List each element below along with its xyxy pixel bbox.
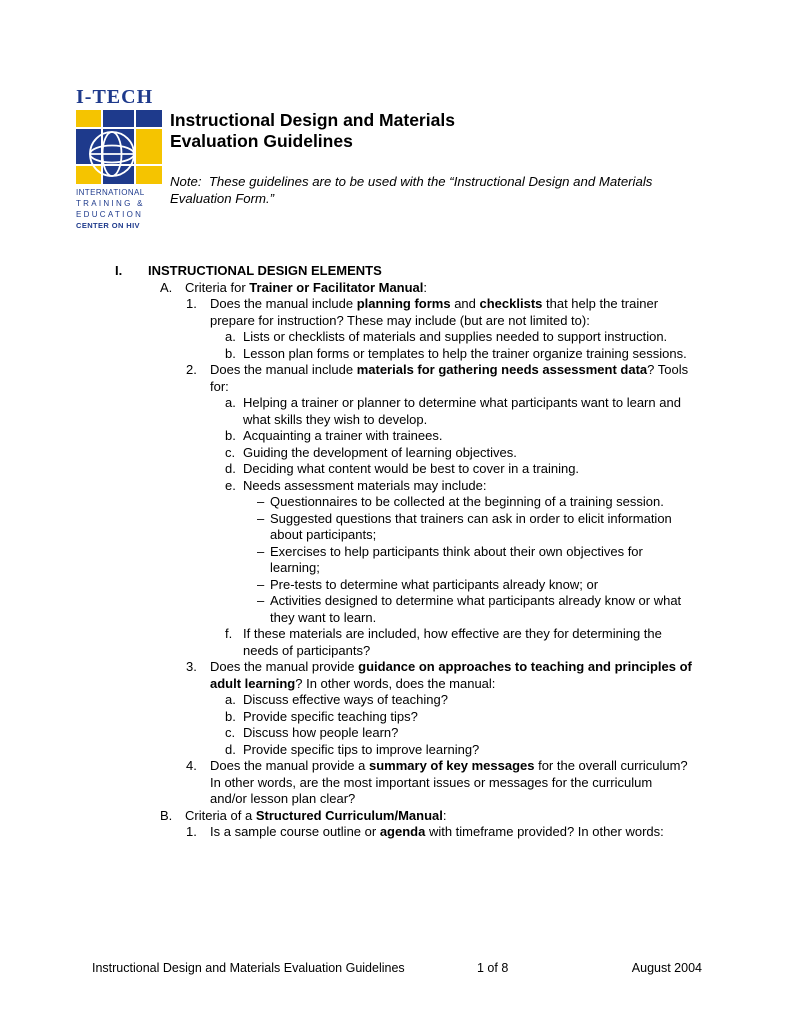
outline-text: Helping a trainer or planner to determine what participants want to learn and what skills they wish to develop.: [243, 395, 681, 427]
outline-text: Deciding what content would be best to cover in a training.: [243, 461, 580, 476]
outline-text: Lists or checklists of materials and supplies needed to support instruction.: [243, 329, 668, 344]
outline-item: [92, 395, 692, 428]
outline-text: Questionnaires to be collected at the beginning of a training session.: [270, 494, 664, 509]
outline-marker: –: [257, 593, 265, 608]
outline-marker: 3.: [186, 659, 197, 674]
outline-item: [92, 346, 692, 363]
title-block: [170, 86, 694, 230]
outline-item: [92, 445, 692, 462]
outline-marker: d.: [225, 461, 236, 476]
outline-item: [92, 544, 692, 577]
outline-text: Is a sample course outline or agenda with timeframe provided? In other words:: [210, 824, 664, 839]
outline-item: [92, 742, 692, 759]
outline-item: [92, 494, 692, 511]
caption-line: TRAINING &: [76, 199, 145, 208]
outline-item: [92, 296, 692, 329]
itech-caption: [76, 188, 164, 230]
outline-item: [92, 577, 692, 594]
caption-line: EDUCATION: [76, 210, 144, 219]
page-title-line-1: Instructional Design and Materials: [170, 110, 455, 130]
outline-marker: 1.: [186, 296, 197, 311]
outline-text: Provide specific teaching tips?: [243, 708, 418, 724]
outline-item: [92, 511, 692, 544]
outline-item: [92, 428, 692, 445]
outline-marker: B.: [160, 807, 173, 823]
outline-marker: a.: [225, 329, 236, 344]
outline-marker: f.: [225, 626, 233, 641]
outline-item: [92, 725, 692, 742]
outline-text: Criteria of a Structured Curriculum/Manual:: [185, 807, 447, 823]
itech-logo: [76, 86, 164, 230]
outline-marker: d.: [225, 741, 236, 757]
outline-text: Pre-tests to determine what participants already know; or: [270, 576, 599, 592]
outline-text: Suggested questions that trainers can ask in order to elicit information about participants;: [270, 510, 672, 542]
outline-marker: –: [257, 543, 265, 559]
outline-item: [92, 329, 692, 346]
caption-line: INTERNATIONAL: [76, 188, 145, 197]
outline-text: Discuss how people learn?: [243, 725, 399, 740]
outline-item: [92, 362, 692, 395]
itech-wordmark: I-TECH: [76, 86, 154, 108]
outline-text: INSTRUCTIONAL DESIGN ELEMENTS: [148, 263, 382, 278]
outline-text: Does the manual provide a summary of key messages for the overall curriculum? In other words, are the most important issues or messages for the curriculum and/or lesson plan clear?: [210, 758, 688, 806]
caption-line: CENTER ON HIV: [76, 221, 140, 230]
outline-marker: 2.: [186, 362, 197, 377]
outline-marker: c.: [225, 444, 236, 460]
outline-item: [92, 709, 692, 726]
outline-text: Provide specific tips to improve learning?: [243, 741, 480, 757]
outline-text: Guiding the development of learning objectives.: [243, 444, 517, 460]
outline-item: [92, 808, 692, 825]
footer-date: August 2004: [631, 961, 702, 975]
outline-text: Activities designed to determine what participants already know or what they want to learn.: [270, 593, 682, 625]
document-header: [76, 86, 694, 230]
page-footer: [92, 961, 702, 977]
outline-marker: c.: [225, 725, 236, 740]
outline-text: Lesson plan forms or templates to help the trainer organize training sessions.: [243, 345, 687, 361]
outline-marker: a.: [225, 692, 236, 707]
outline-text: Needs assessment materials may include:: [243, 477, 487, 493]
footer-document-title: Instructional Design and Materials Evaluation Guidelines: [92, 961, 405, 975]
page-title-line-2: Evaluation Guidelines: [170, 131, 353, 151]
page-title: [170, 110, 694, 152]
outline-marker: b.: [225, 708, 236, 724]
outline: [92, 263, 692, 841]
outline-item: [92, 280, 692, 297]
outline-text: If these materials are included, how effective are they for determining the needs of participants?: [243, 626, 662, 658]
outline-marker: I.: [115, 263, 123, 278]
outline-item: [92, 659, 692, 692]
outline-text: Discuss effective ways of teaching?: [243, 692, 448, 707]
outline-marker: 4.: [186, 758, 197, 773]
outline-item: [92, 461, 692, 478]
outline-marker: b.: [225, 345, 236, 361]
outline-text: Criteria for Trainer or Facilitator Manual:: [185, 279, 428, 295]
outline-text: Acquainting a trainer with trainees.: [243, 428, 443, 443]
outline-item: [92, 692, 692, 709]
usage-note: Note: These guidelines are to be used with the “Instructional Design and Materials Evaluation Form.”: [170, 174, 657, 206]
itech-logo-icon: [76, 110, 162, 184]
outline-text: Does the manual provide guidance on approaches to teaching and principles of adult learning? In other words, does the manual:: [210, 659, 692, 691]
outline-item: [92, 593, 692, 626]
outline-marker: 1.: [186, 824, 197, 839]
outline-item: [92, 626, 692, 659]
outline-text: Exercises to help participants think about their own objectives for learning;: [270, 543, 643, 575]
footer-page-number: 1 of 8: [477, 961, 509, 975]
outline-marker: –: [257, 510, 265, 526]
outline-text: Does the manual include planning forms and checklists that help the trainer prepare for instruction? These may include (but are not limited to):: [210, 296, 659, 328]
outline-item: [92, 824, 692, 841]
outline-text: Does the manual include materials for gathering needs assessment data? Tools for:: [210, 362, 689, 394]
outline-item: [92, 758, 692, 808]
outline-marker: A.: [160, 279, 173, 295]
outline-marker: –: [257, 494, 265, 509]
outline-item: [92, 478, 692, 495]
outline-marker: a.: [225, 395, 236, 410]
outline-marker: e.: [225, 477, 236, 493]
outline-marker: b.: [225, 428, 236, 443]
outline-marker: –: [257, 576, 265, 592]
outline-item: [92, 263, 692, 280]
